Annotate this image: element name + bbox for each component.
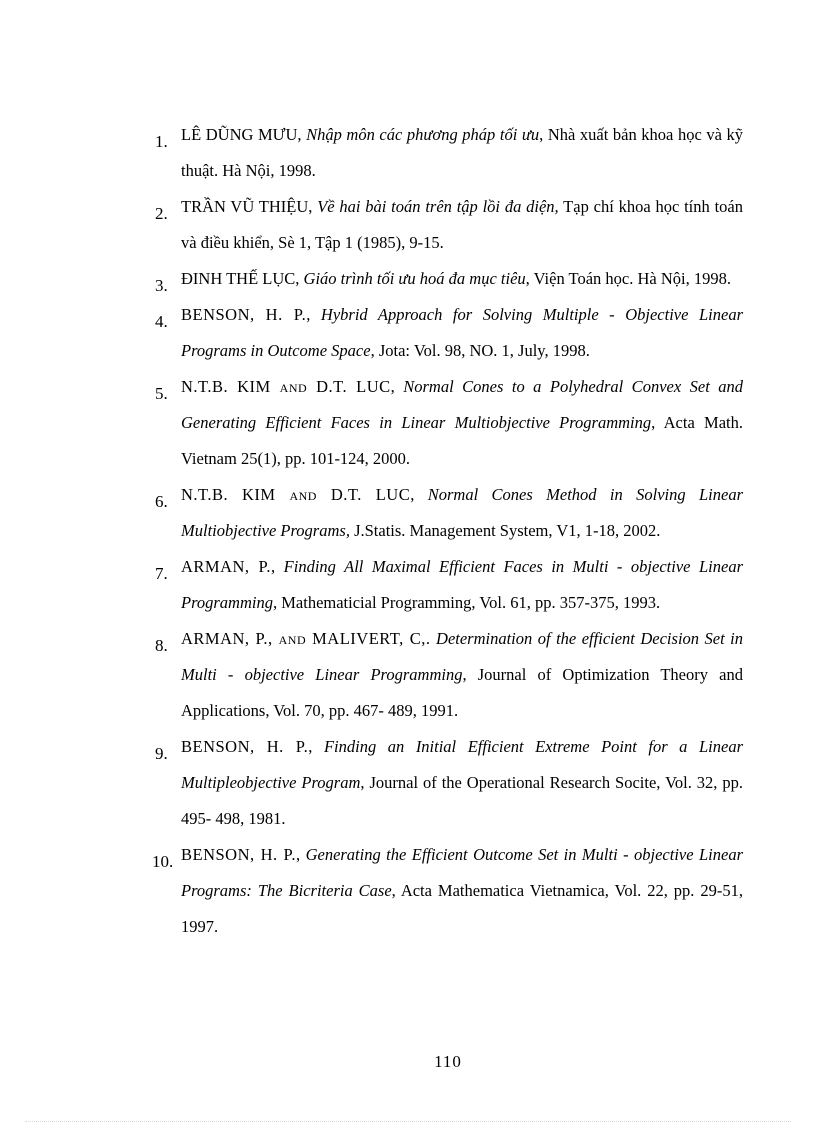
reference-title: Generating the Efficient Outcome Set in Multi - objective Linear Programs: The Bicriteria Case <box>181 845 744 900</box>
page-number: 110 <box>434 1052 462 1071</box>
reference-details: Tạp chí khoa học tính toán và điều khiển, Sè 1, Tập 1 (1985), 9-15. <box>181 197 743 252</box>
reference-item <box>155 549 743 621</box>
reference-title: Giáo trình tối ưu hoá đa mục tiêu <box>303 269 526 288</box>
reference-details: , Mathematicial Programming, Vol. 61, pp. 357-375, 1993. <box>272 593 661 612</box>
reference-details: , Journal of Optimization Theory and Applications, Vol. 70, pp. 467- 489, 1991. <box>181 665 743 720</box>
reference-item <box>155 729 743 837</box>
reference-title: Normal Cones to a Polyhedral Convex Set and Generating Efficient Faces in Linear Multiobjective Programming <box>181 377 744 432</box>
reference-authors: ARMAN, P. <box>181 557 272 576</box>
reference-title: Nhập môn các phương pháp tối ưu <box>306 125 540 144</box>
reference-details: J.Statis. Management System, V1, 1-18, 2002. <box>349 521 661 540</box>
reference-number: 6. <box>155 492 168 511</box>
reference-number: 4. <box>155 312 168 331</box>
reference-separator: , <box>295 269 304 288</box>
reference-authors: TRẦN VŨ THIỆU <box>181 197 309 216</box>
reference-number: 2. <box>155 204 168 223</box>
reference-number: 1. <box>155 132 168 151</box>
reference-details: , Viện Toán học. Hà Nội, 1998. <box>525 269 731 288</box>
reference-details: , Nhà xuất bản khoa học và kỹ thuật. Hà Nội, 1998. <box>181 125 744 180</box>
reference-item <box>155 261 743 297</box>
reference-separator: , <box>306 305 321 324</box>
reference-item <box>152 837 744 945</box>
reference-item <box>155 297 743 369</box>
reference-title: Finding All Maximal Efficient Faces in Multi - objective Linear Programming <box>181 557 743 612</box>
reference-separator: , <box>297 125 307 144</box>
reference-item <box>155 621 743 729</box>
reference-authors: N.T.B. KIM and D.T. LUC <box>181 485 411 504</box>
reference-details: , Journal of the Operational Research Socite, Vol. 32, pp. 495- 498, 1981. <box>181 773 743 828</box>
reference-number: 9. <box>155 744 168 763</box>
reference-list <box>152 117 744 945</box>
reference-title: Normal Cones Method in Solving Linear Multiobjective Programs, <box>181 485 743 540</box>
reference-number: 3. <box>155 276 168 295</box>
reference-item <box>155 369 743 477</box>
reference-separator: , <box>410 485 428 504</box>
reference-separator: , <box>296 845 306 864</box>
reference-separator: , <box>308 197 318 216</box>
reference-number: 5. <box>155 384 168 403</box>
reference-details: , Jota: Vol. 98, NO. 1, July, 1998. <box>370 341 590 360</box>
reference-item <box>155 117 743 189</box>
reference-title: Hybrid Approach for Solving Multiple - Objective Linear Programs in Outcome Space <box>181 305 743 360</box>
reference-separator: , <box>271 557 284 576</box>
reference-number: 8. <box>155 636 168 655</box>
reference-authors: ARMAN, P., and MALIVERT, C,. <box>181 629 431 648</box>
reference-separator: , <box>308 737 324 756</box>
reference-authors: LÊ DŨNG MƯU <box>181 125 298 144</box>
reference-number: 7. <box>155 564 168 583</box>
reference-authors: BENSON, H. P. <box>181 305 307 324</box>
reference-title: Finding an Initial Efficient Extreme Point for a Linear Multipleobjective Program <box>181 737 743 792</box>
reference-details: , Acta Mathematica Vietnamica, Vol. 22, pp. 29-51, 1997. <box>181 881 743 936</box>
reference-title: Determination of the efficient Decision Set in Multi - objective Linear Programming <box>181 629 744 684</box>
reference-authors: ĐINH THẾ LỤC <box>181 269 296 288</box>
reference-authors: N.T.B. KIM and D.T. LUC <box>181 377 391 396</box>
reference-authors: BENSON, H. P. <box>181 737 309 756</box>
reference-authors: BENSON, H. P. <box>181 845 297 864</box>
reference-number: 10. <box>152 852 174 871</box>
page-bottom-divider <box>25 1121 791 1122</box>
reference-title: Về hai bài toán trên tập lồi đa diện, <box>317 197 559 216</box>
reference-item <box>155 189 743 261</box>
reference-item <box>155 477 743 549</box>
reference-details: , Acta Math. Vietnam 25(1), pp. 101-124, 2000. <box>181 413 743 468</box>
reference-separator: , <box>390 377 404 396</box>
